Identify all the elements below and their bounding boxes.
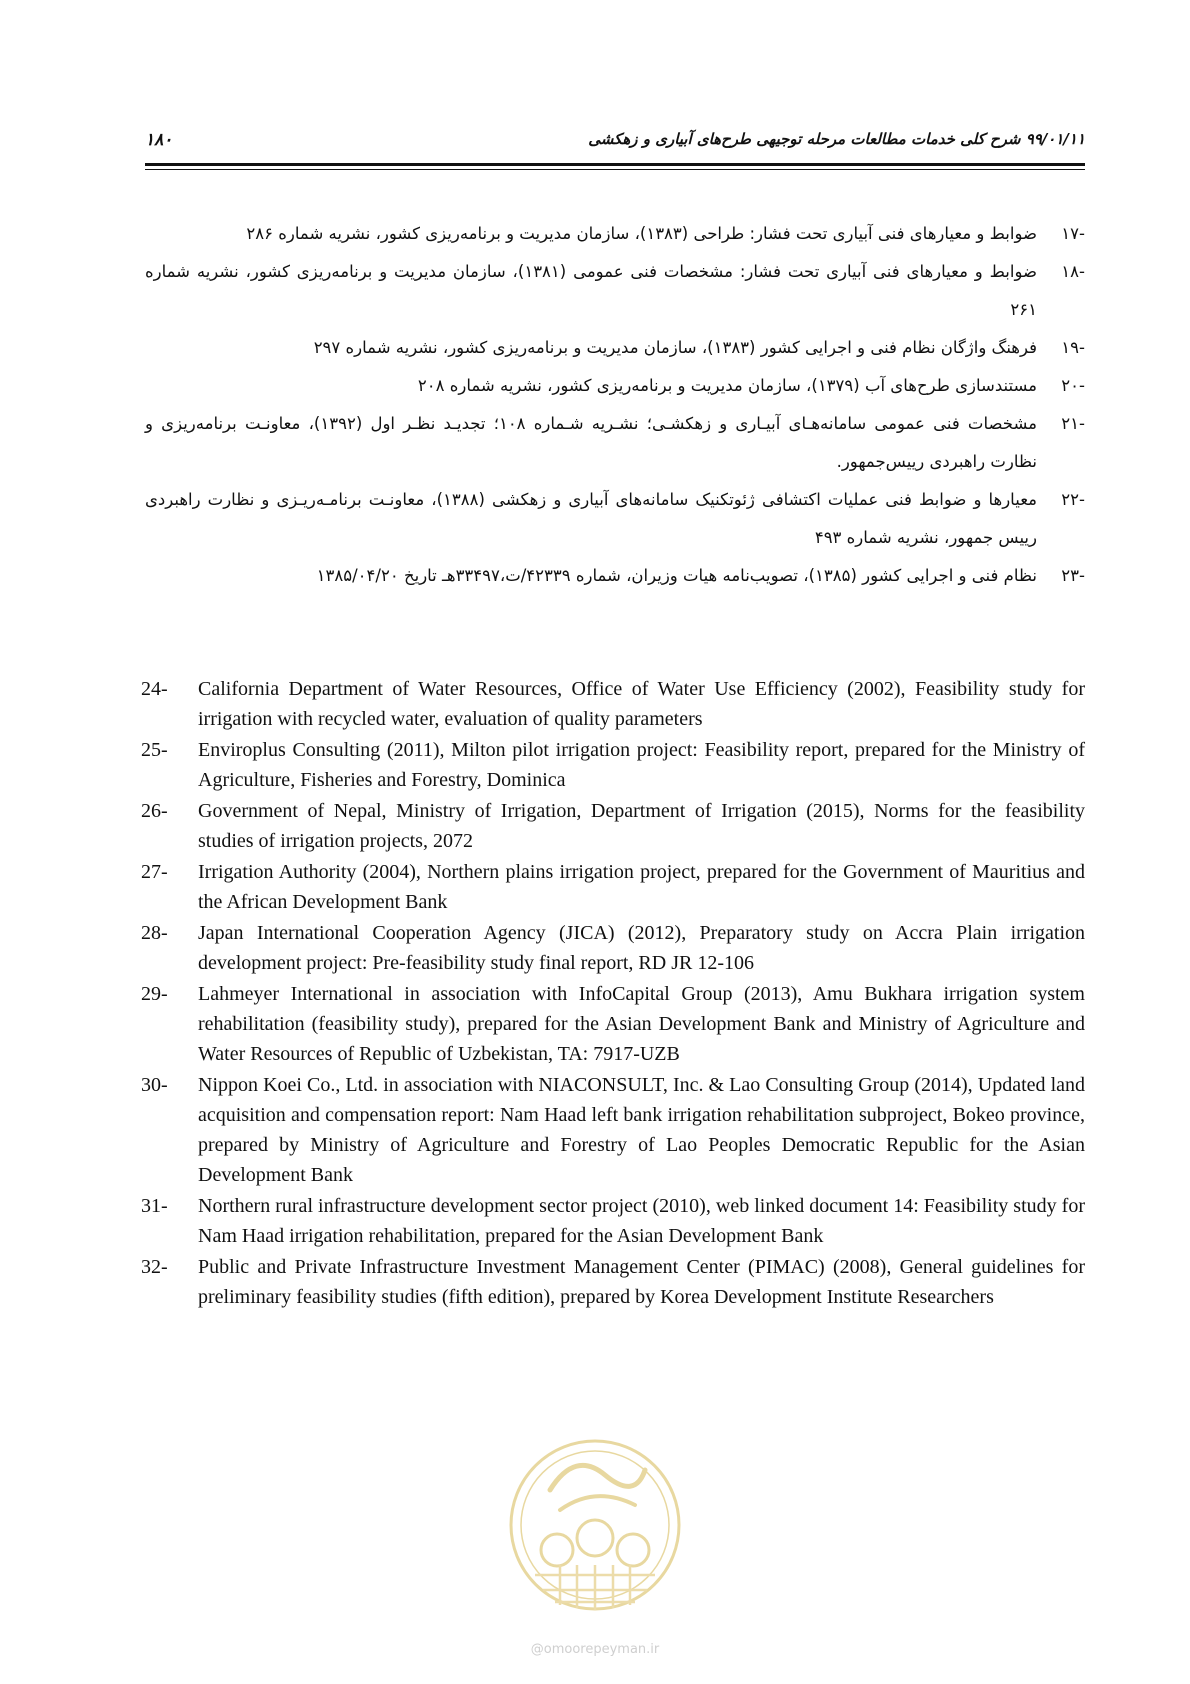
reference-item xyxy=(141,979,1085,1069)
reference-text: مستندسازی طرح‌های آب (۱۳۷۹)، سازمان مدیریت و برنامه‌ریزی کشور، نشریه شماره ۲۰۸ xyxy=(417,376,1037,395)
reference-text: Northern rural infrastructure development sector project (2010), web linked document 14: Feasibility study for Nam Haad irrigation rehabilitation, prepared for the Asian Development Bank xyxy=(198,1195,1085,1247)
reference-text: Lahmeyer International in association with InfoCapital Group (2013), Amu Bukhara irrigation system rehabilitation (feasibility study), prepared for the Asian Development Bank and Ministry of Agriculture and Water Resources of Republic of Uzbekistan, TA: 7917-UZB xyxy=(198,983,1085,1065)
reference-number: 24- xyxy=(141,678,168,700)
reference-number: -۲۲ xyxy=(1061,490,1085,509)
watermark-logo xyxy=(505,1430,685,1675)
reference-item xyxy=(145,405,1085,481)
reference-number: -۱۷ xyxy=(1061,224,1085,243)
reference-number: 28- xyxy=(141,922,168,944)
page-header xyxy=(145,130,1085,158)
reference-number: 29- xyxy=(141,983,168,1005)
reference-item xyxy=(141,735,1085,795)
header-rule-thin xyxy=(145,169,1085,170)
reference-item xyxy=(145,557,1085,595)
reference-item xyxy=(141,674,1085,734)
reference-item xyxy=(145,215,1085,253)
reference-text: ضوابط و معیارهای فنی آبیاری تحت فشار: طراحی (۱۳۸۳)، سازمان مدیریت و برنامه‌ریزی کشور، نشریه شماره ۲۸۶ xyxy=(246,224,1037,243)
reference-text: مشخصات فنی عمومی سامانه‌هـای آبیـاری و زهکشـی؛ نشـریه شـماره ۱۰۸؛ تجدیـد نظـر اول (۱۳۹۲)، معاونـت برنامه‌ریزی و نظارت راهبردی رییس‌جمهور. xyxy=(145,414,1037,471)
reference-text: California Department of Water Resources, Office of Water Use Efficiency (2002), Feasibility study for irrigation with recycled water, evaluation of quality parameters xyxy=(198,678,1085,730)
reference-text: Nippon Koei Co., Ltd. in association with NIACONSULT, Inc. & Lao Consulting Group (2014), Updated land acquisition and compensation report: Nam Haad left bank irrigation rehabilitation subproject, Bokeo province, prepared by Ministry of Agriculture and Forestry of Lao Peoples Democratic Republic for the Asian Development Bank xyxy=(198,1074,1085,1186)
reference-text: Japan International Cooperation Agency (JICA) (2012), Preparatory study on Accra Plain irrigation development project: Pre-feasibility study final report, RD JR 12-106 xyxy=(198,922,1085,974)
reference-text: Government of Nepal, Ministry of Irrigation, Department of Irrigation (2015), Norms for the feasibility studies of irrigation projects, 2072 xyxy=(198,800,1085,852)
reference-number: 27- xyxy=(141,861,168,883)
english-reference-list xyxy=(141,674,1085,1313)
reference-item xyxy=(145,253,1085,329)
reference-text: Irrigation Authority (2004), Northern plains irrigation project, prepared for the Government of Mauritius and the African Development Bank xyxy=(198,861,1085,913)
reference-item xyxy=(141,1191,1085,1251)
header-rule-thick xyxy=(145,163,1085,166)
reference-item xyxy=(145,481,1085,557)
reference-number: 25- xyxy=(141,739,168,761)
reference-item xyxy=(141,857,1085,917)
reference-text: ضوابط و معیارهای فنی آبیاری تحت فشار: مشخصات فنی عمومی (۱۳۸۱)، سازمان مدیریت و برنامه‌ریزی کشور، نشریه شماره ۲۶۱ xyxy=(145,262,1037,319)
reference-number: 30- xyxy=(141,1074,168,1096)
reference-item xyxy=(141,1252,1085,1312)
reference-item xyxy=(141,918,1085,978)
persian-reference-list xyxy=(145,215,1085,595)
reference-number: 32- xyxy=(141,1256,168,1278)
reference-text: فرهنگ واژگان نظام فنی و اجرایی کشور (۱۳۸۳)، سازمان مدیریت و برنامه‌ریزی کشور، نشریه شماره ۲۹۷ xyxy=(313,338,1037,357)
reference-number: -۲۳ xyxy=(1061,566,1085,585)
reference-item xyxy=(141,1070,1085,1190)
reference-text: نظام فنی و اجرایی کشور (۱۳۸۵)، تصویب‌نامه هیات وزیران، شماره ۴۲۳۳۹/ت،۳۳۴۹۷هـ تاریخ ۱۳۸۵/۰۴/۲۰ xyxy=(316,566,1037,585)
page-number: ۱۸۰ xyxy=(145,130,173,150)
reference-number: -۲۰ xyxy=(1061,376,1085,395)
reference-number: -۱۹ xyxy=(1061,338,1085,357)
reference-item xyxy=(145,329,1085,367)
reference-number: 31- xyxy=(141,1195,168,1217)
running-title: ۹۹/۰۱/۱۱ شرح کلی خدمات مطالعات مرحله توجیهی طرح‌های آبیاری و زهکشی xyxy=(588,130,1085,148)
reference-number: 26- xyxy=(141,800,168,822)
reference-text: Public and Private Infrastructure Investment Management Center (PIMAC) (2008), General guidelines for preliminary feasibility studies (fifth edition), prepared by Korea Development Institute Researchers xyxy=(198,1256,1085,1308)
reference-item xyxy=(141,796,1085,856)
watermark-site: @omoorepeyman.ir xyxy=(530,1642,660,1657)
reference-text: معیارها و ضوابط فنی عملیات اکتشافی ژئوتکنیک سامانه‌های آبیاری و زهکشی (۱۳۸۸)، معاونـت برنامـه‌ریـزی و نظارت راهبردی رییس جمهور، نشریه شماره ۴۹۳ xyxy=(145,490,1037,547)
reference-number: -۱۸ xyxy=(1061,262,1085,281)
reference-item xyxy=(145,367,1085,405)
reference-number: -۲۱ xyxy=(1061,414,1085,433)
seal-icon xyxy=(505,1430,685,1630)
reference-text: Enviroplus Consulting (2011), Milton pilot irrigation project: Feasibility report, prepared for the Ministry of Agriculture, Fisheries and Forestry, Dominica xyxy=(198,739,1085,791)
